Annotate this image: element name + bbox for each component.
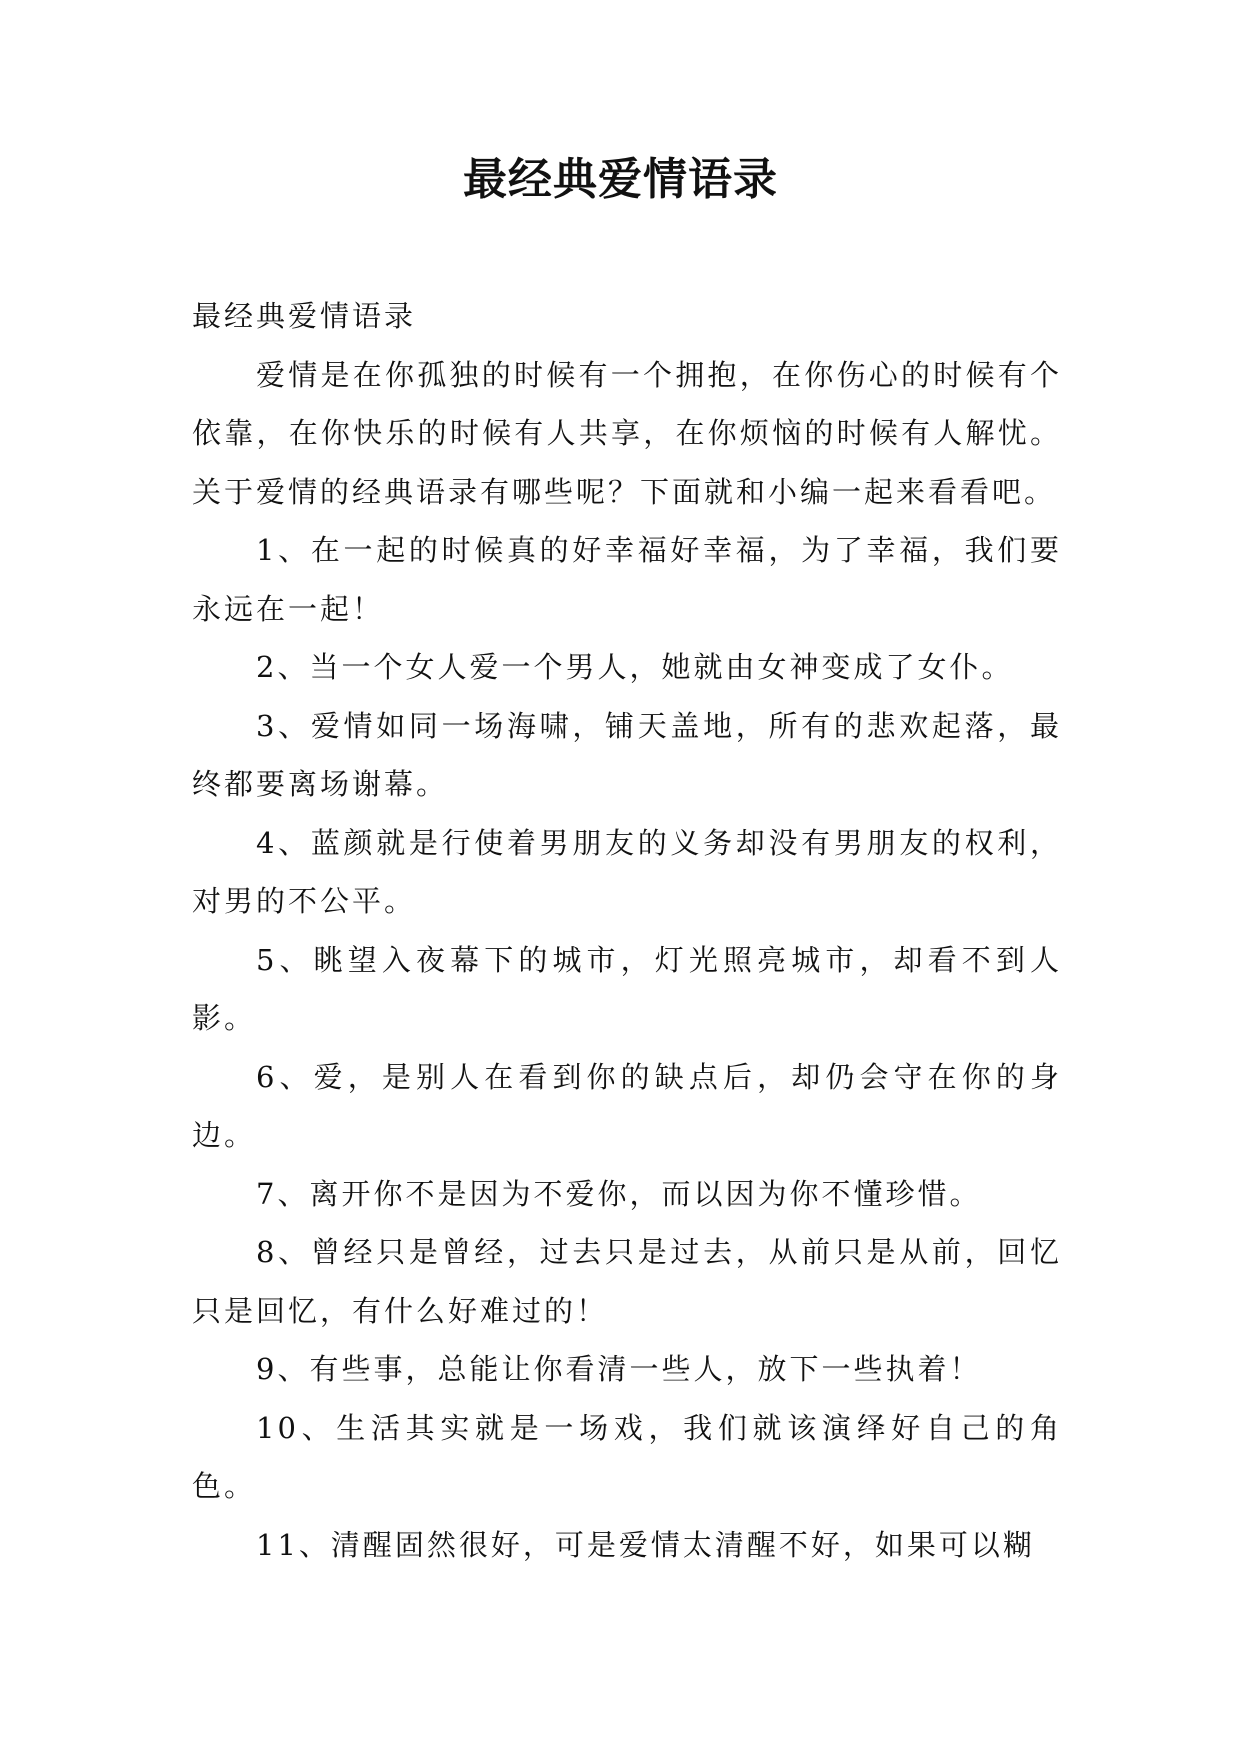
document-subtitle: 最经典爱情语录 — [192, 299, 417, 333]
quote-paragraph: 6、爱，是别人在看到你的缺点后，却仍会守在你的身边。 — [192, 1059, 1062, 1152]
intro-paragraph: 爱情是在你孤独的时候有一个拥抱，在你伤心的时候有个依靠，在你快乐的时候有人共享，在你烦恼的时候有人解忧。关于爱情的经典语录有哪些呢？下面就和小编一起来看看吧。 — [192, 357, 1062, 509]
quote-paragraph: 10、生活其实就是一场戏，我们就该演绎好自己的角色。 — [192, 1410, 1062, 1503]
document-title: 最经典爱情语录 — [463, 154, 778, 205]
quote-paragraph: 11、清醒固然很好，可是爱情太清醒不好，如果可以糊 — [256, 1527, 1035, 1562]
quote-paragraph: 8、曾经只是曾经，过去只是过去，从前只是从前，回忆只是回忆，有什么好难过的！ — [192, 1235, 1062, 1328]
quote-paragraph: 5、眺望入夜幕下的城市，灯光照亮城市，却看不到人影。 — [192, 942, 1062, 1035]
document-body — [192, 287, 1062, 1574]
quote-paragraph: 1、在一起的时候真的好幸福好幸福，为了幸福，我们要永远在一起！ — [192, 533, 1062, 626]
quote-paragraph: 4、蓝颜就是行使着男朋友的义务却没有男朋友的权利，对男的不公平。 — [192, 825, 1062, 918]
quote-paragraph: 3、爱情如同一场海啸，铺天盖地，所有的悲欢起落，最终都要离场谢幕。 — [192, 708, 1062, 801]
quote-paragraph: 9、有些事，总能让你看清一些人，放下一些执着！ — [256, 1352, 982, 1386]
quote-paragraph: 2、当一个女人爱一个男人，她就由女神变成了女仆。 — [256, 650, 1014, 684]
quote-paragraph: 7、离开你不是因为不爱你，而以因为你不懂珍惜。 — [256, 1176, 982, 1211]
